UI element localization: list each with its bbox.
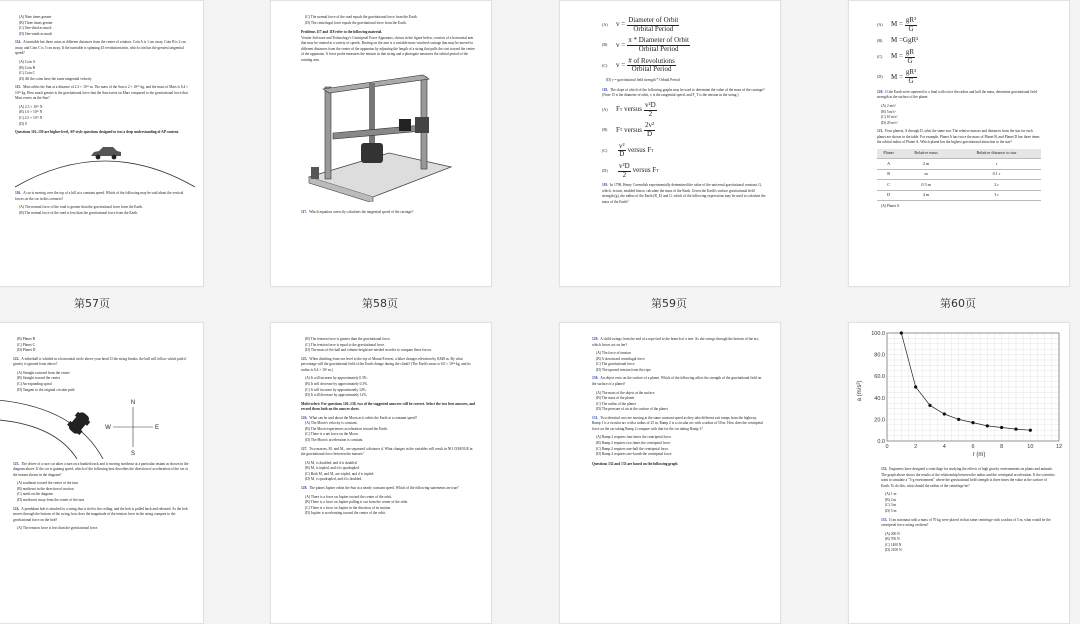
x-tick-label: 10: [1027, 444, 1034, 450]
option: (C) Planet C: [17, 342, 35, 347]
option: (D) Ramp 2 requires one-fourth the centripetal force.: [596, 452, 673, 457]
option: (C) The radius of the planet: [596, 401, 636, 406]
option: (C) Coin C: [19, 71, 35, 76]
compass-south-label: S: [130, 451, 136, 458]
data-point: [986, 424, 989, 427]
table-row: B m 0.1 r: [877, 169, 1041, 180]
compass-north-label: N: [130, 400, 136, 407]
data-point: [957, 418, 960, 421]
option: (D) Tangent to the original circular path: [17, 387, 75, 392]
data-point: [1014, 428, 1017, 431]
option: (D) northwest away from the center of the turn: [17, 498, 85, 502]
formula-option-d: (D) M = $\frac{\text{gR²}}{G}$: [877, 68, 917, 86]
option: (A) 200 N: [885, 531, 900, 536]
data-point: [1000, 426, 1003, 429]
x-tick-label: 0: [885, 444, 889, 450]
option: (B) 5 m/s²: [881, 109, 896, 114]
option: (A) Ramp 2 requires four times the centripetal force.: [596, 435, 672, 440]
option: (D) One-ninth as much: [19, 31, 53, 36]
question-132: 132. Engineers have designed a centrifuge for studying the effects of high gravity environments on plants and animals. The graph above shows the results of the relationship between the radius and the centripetal acceleration. If the scientists want to simulate a "3-g environment" where the gravitational field strength is three times the value at the surface of Earth. To do this, what should the radius of the centrifuge be?: [881, 467, 1055, 488]
graph-reference: Questions 132 and 133 are based on the following graph: [592, 461, 678, 466]
option: (D) The Moon's acceleration is constant.: [305, 438, 364, 442]
option: (D) It will decrease by approximately 12%.: [305, 393, 368, 398]
question-121: 121. Four planets, A through D, orbit the same star. The relative masses and distances from the star for each planet are shown in the table. For example, Planet A has twice the mass of Planet B, and Planet D has three times the orbital radius of Planet A. Which planet has the highest gravitational attraction to the star?: [877, 129, 1040, 145]
question-125: 125. When climbing from sea level to the top of Mount Everest, a hiker changes elevation by 8,848 m. By what percentage will the gravitational field of the Earth change during the climb? (The Earth's mass is 6.0 × 10²⁴ kg, and its radius is 6.4 × 10⁶ m.): [301, 356, 471, 372]
formula-option-b: (B) M = GgR²: [877, 36, 919, 45]
document-page-60[interactable]: [848, 0, 1070, 287]
option: (C) north on the diagram: [17, 492, 53, 497]
page-caption: 第57页: [74, 297, 110, 310]
option: (B) 1.6 × 10³³ N: [19, 110, 43, 115]
option: (C) One-third as much: [19, 26, 52, 31]
graph-option-c: (C) $\frac{\text{v²}}{D}$ versus F T: [602, 141, 654, 159]
document-page-59[interactable]: [559, 0, 781, 287]
option: (C) The tension force is equal to the gravitational force.: [305, 342, 385, 347]
question-114: 114. A turntable has three coins at different distances from the center of rotation. Coin A is 1 cm away, Coin B is 2 cm away, and Coin C is 3 cm away. If the turntable is spinning 45 revolutions/min, which coin has the greatest tangential speed?: [15, 40, 186, 56]
question-127: 127. Two masses, M₁ and M₂, are separated a distance d. What changes in the variables will result in NO CHANGE in the gravitational force between the masses?: [301, 446, 473, 457]
document-page-57[interactable]: [0, 0, 204, 287]
formula-option-a: (A) v = $\frac{\text{Diameter of Orbit}}{\text{Orbital Period}}$: [602, 16, 679, 33]
option: (C) There is a net force on the Moon.: [305, 432, 359, 437]
option: (A) Coin A: [19, 59, 36, 64]
race-car-turn-figure: [0, 393, 159, 459]
y-tick-label: 0.0: [877, 439, 885, 445]
option: (D) The upward tension from the rope: [596, 367, 651, 372]
option: (B) M₁ is tripled, and d is quadrupled.: [305, 466, 360, 471]
option: (A) 2.3 × 10¹¹ N: [19, 104, 43, 109]
section-intro: Questions 116–150 are higher-level, AP-style questions designed to test a deep understanding of AP content.: [15, 130, 179, 135]
document-page-62[interactable]: [270, 322, 492, 624]
question-124: 124. A pendulum bob is attached to a string that is tied to the ceiling, and the bob is pulled back and released. As the bob moves through the bottom of the swing, how does the magnitude of the tension force in the string compare to the gravitational force on the bob?: [13, 506, 188, 522]
multi-select-instructions: Multi-select: For questions 126–130, two of the suggested answers will be correct. Select the two best answers, and record them both on the answer sheet.: [301, 401, 476, 412]
option: (C) 10 m/s²: [881, 115, 898, 120]
option: (D) The centrifugal force equals the gravitational force from the Earth.: [305, 20, 407, 25]
option: (C) An expanding spiral: [17, 381, 52, 386]
passage-heading: Problems 117 and 118 refer to the following material.: [301, 30, 383, 35]
document-page-58[interactable]: [270, 0, 492, 287]
data-point: [928, 404, 931, 407]
passage-text: Vernier Software and Technology's Centripetal Force Apparatus, shown in the figure below, consists of a horizontal arm that may be rotated at a variety of speeds. Resting on the arm is a variable-mass winched carriage that may be moved to different distances from the center of the apparatus by adjusting the length of a string that pulls the cart toward the center of the apparatus. A force probe measures the tension in that string and a photogate measures the orbital period of the rotating arm.: [301, 35, 475, 62]
option: (B) Straight toward the center: [17, 376, 60, 381]
option: (B) It will decrease by approximately 0.3%.: [305, 381, 369, 386]
option: (A) 2 m/s²: [881, 103, 896, 108]
option: (B) The tension force is greater than the gravitational force.: [305, 337, 391, 341]
formula-option-a: (A) M = $\frac{\text{gR²}}{G}$: [877, 16, 917, 33]
option: (B) Planet B: [17, 337, 35, 341]
acceleration-vs-radius-chart: [853, 329, 1065, 459]
centripetal-apparatus-figure: [303, 67, 453, 202]
option: (B) 2 m: [885, 497, 897, 502]
question-123: 123. The driver of a race car takes a turn on a banked track and is moving northeast at a particular instant as shown in the diagram above. If the car is gaining speed, which of the following best describes the direction of acceleration of the car at the instant shown in the diagram?: [13, 461, 189, 477]
formula-option-c: (C) M = $\frac{gR}{G}$: [877, 48, 915, 65]
option: (A) The force of tension: [596, 351, 631, 356]
question-120: 120. If the Earth were squeezed to a final with twice the radius and half the mass, determine gravitational field strength at the surface of the planet.: [877, 89, 1037, 100]
question-115: 115. Mars orbits the Sun at a distance of 2.3 × 10¹¹ m. The mass of the Sun is 2 × 10³⁰ kg, and the mass of Mars is 6.4 × 10²³ kg. How much greater is the gravitational force that the Sun exerts on Mars compared to the gravitational force that Mars exerts on the Sun?: [15, 85, 189, 101]
document-page-61[interactable]: [0, 322, 204, 624]
question-116: 116. A car is moving over the top of a hill at a constant speed. Which of the following may be said about the vertical forces on the car in this scenario?: [15, 191, 184, 201]
x-tick-label: 8: [1000, 444, 1004, 450]
option: (D) The pressure of air at the surface of the planet: [596, 407, 668, 412]
question-131: 131. Two identical cars are moving at the same constant speed as they take different exit ramps from the highway. Ramp 1 is a circular arc with a radius of 25 m. Ramp 2 is a circular arc with a radius of 50 m. How does the centripetal force on the car taking Ramp 2 compare with that for the car taking Ramp 1?: [592, 415, 763, 431]
option: (A) There is a force on Jupiter toward the center of the orbit.: [305, 494, 393, 499]
option: (C) 1400 N: [885, 542, 902, 547]
table-row: A 2 m r: [877, 159, 1041, 170]
option: (A) The normal force of the road is greater than the gravitational force from the Earth.: [19, 205, 143, 210]
option: (D) Planet D: [17, 348, 36, 353]
y-tick-label: 100.0: [871, 331, 885, 337]
data-point: [943, 412, 946, 415]
option: (C) It will increase by approximately 12%.: [305, 387, 367, 392]
option: (A) 1 m: [885, 492, 897, 497]
option: (B) The Moon experiences acceleration toward the Earth.: [305, 426, 388, 431]
option: (B) Three times greater: [19, 20, 53, 25]
question-128: 128. The planet Jupiter orbits the Sun at a nearly constant speed. Which of the following statements are true?: [301, 485, 459, 490]
table-row: C 0.5 m 2 r: [877, 180, 1041, 191]
graph-option-d: (D) $\frac{\text{v²D}}{2}$ versus F T: [602, 161, 659, 179]
option: (B) Coin B: [19, 65, 35, 70]
x-tick-label: 6: [971, 444, 975, 450]
option: (D) 20 m/s²: [881, 120, 898, 125]
compass-icon: [105, 400, 159, 457]
x-axis-label: r (m): [972, 452, 986, 458]
graph-option-b: (B) F T versus $\frac{\text{2v²}}{D}$: [602, 121, 655, 138]
formula-option-b: (B) v = $\frac{\text{π * Diameter of Orbit}}{\text{Orbital Period}}$: [602, 36, 689, 54]
option: (D) 2100 N: [885, 548, 902, 553]
option: (A) The Moon's velocity is constant.: [305, 421, 358, 426]
option: (D) The mass of the ball and volume height are needed in order to compare these forces.: [305, 348, 432, 353]
option: (D) Jupiter is accelerating toward the center of the orbit.: [305, 511, 386, 516]
option: (B) northeast in the direction of motion: [17, 486, 74, 491]
option: (C) Ramp 2 requires one-half the centripetal force.: [596, 446, 669, 451]
document-page-64[interactable]: [848, 322, 1070, 624]
table-row: D 4 m 3 r: [877, 190, 1041, 201]
formula-option-c: (C) v = $\frac{\text{\# of Revolutions}}{\text{Orbital Period}}$: [602, 56, 675, 74]
compass-east-label: E: [154, 425, 159, 432]
question-118: 118. The slope of which of the following graphs may be used to determine the value of the mass of the carriage? (Note: D is the diameter of orbit, v is the tangential speed, and F_T is the tension in the string.): [602, 87, 765, 98]
question-117: 117. Which equation correctly calculates the tangential speed of the carriage?: [301, 210, 414, 215]
option: (C) The gravitational force: [596, 362, 635, 367]
option: (A) Nine times greater: [19, 15, 52, 19]
car-on-hill-figure: [15, 139, 195, 189]
y-axis-label: a (m/s²): [857, 380, 863, 402]
question-133: 133. If an astronaut with a mass of 70 kg were placed in that same centrifuge with a radius of 5 m, what would be the centripetal force acting on them?: [881, 517, 1051, 528]
x-tick-label: 2: [914, 444, 918, 450]
option: (C) 3 m: [885, 503, 897, 508]
y-tick-label: 20.0: [874, 417, 885, 424]
option: (A) Straight outward from the center: [17, 370, 70, 375]
page-caption: 第60页: [940, 297, 976, 310]
y-tick-label: 80.0: [874, 352, 885, 359]
page-caption: 第59页: [651, 297, 687, 310]
question-119: 119. In 1798, Henry Cavendish experimentally determined the value of the universal gravitational constant, G, which, in turn, enabled him to calculate the mass of the Earth. Given the Earth's surface gravitational field strength (g), the radius of the Earth (R_E) and G, which of the following expressions may be used to calculate the mass of the Earth?: [602, 183, 766, 204]
question-122: 122. A tetherball is whirled in a horizontal circle above your head. If the string breaks, the ball will follow which path if gravity is ignored from above?: [13, 356, 187, 367]
data-point: [1029, 429, 1032, 432]
question-129: 129. A child swings from the end of a rope tied to the branch of a tree. As she swings through the bottom of the arc, which forces act on her?: [592, 337, 760, 347]
option: (D) 5 m: [885, 508, 897, 513]
x-tick-label: 12: [1055, 444, 1063, 450]
car-icon: [91, 147, 121, 159]
graph-option-a: (A) F T versus $\frac{\text{v²D}}{2}$: [602, 100, 656, 118]
race-car-icon: [66, 409, 92, 436]
option: (C) Both M₁ and M₂ are tripled, and d is tripled.: [305, 471, 375, 476]
option: (B) 700 N: [885, 537, 900, 542]
question-130: 130. An object rests on the surface of a planet. Which of the following affect the strength of the gravitational field on the surface of a planet?: [592, 376, 762, 386]
option: (C) 2.5 × 10²¹ N: [19, 116, 43, 120]
x-tick-label: 4: [942, 444, 946, 450]
option: (D) 0: [19, 121, 27, 126]
option: (D) v = gravitational field strength * Orbital Period: [606, 78, 680, 83]
option: (A) Planet A: [881, 204, 900, 209]
option: (A) M₁ is doubled, and d is doubled.: [305, 460, 358, 465]
option: (C) The normal force of the road equals the gravitational force from the Earth.: [305, 15, 418, 19]
option: (A) southeast toward the center of the turn: [17, 481, 78, 486]
option: (D) All the coins have the same tangential velocity: [19, 76, 92, 81]
planet-table: Planet Relative mass Relative distance to star A 2 m r B m 0.1 r C 0.5 m 2 r D 4 m 3 r: [877, 149, 1041, 202]
option: (B) There is a force on Jupiter pulling it out from the center of the orbit.: [305, 500, 409, 505]
data-point: [971, 421, 974, 424]
y-tick-label: 40.0: [874, 395, 885, 402]
option: (C) There is a force on Jupiter in the direction of its motion.: [305, 505, 392, 510]
option: (B) The normal force of the road is less than the gravitational force from the Earth.: [19, 210, 139, 215]
option: (A) It will increase by approximately 0.3%.: [305, 376, 368, 381]
option: (B) The mass of the planet: [596, 396, 635, 401]
data-point: [914, 385, 917, 388]
option: (A) The tension force is less than the gravitational force.: [17, 526, 99, 531]
option: (A) The mass of the object at the surface: [596, 390, 655, 395]
document-page-63[interactable]: [559, 322, 781, 624]
compass-west-label: W: [105, 425, 111, 432]
option: (B) A downward centrifugal force: [596, 356, 645, 361]
y-tick-label: 60.0: [874, 374, 885, 381]
data-point: [900, 331, 903, 334]
option: (D) M₁ is quadrupled, and d is doubled.: [305, 477, 363, 482]
question-126: 126. What can be said about the Moon as it orbits the Earth at a constant speed?: [301, 415, 417, 420]
option: (B) Ramp 2 requires two times the centripetal force.: [596, 441, 671, 445]
page-caption: 第58页: [362, 297, 398, 310]
